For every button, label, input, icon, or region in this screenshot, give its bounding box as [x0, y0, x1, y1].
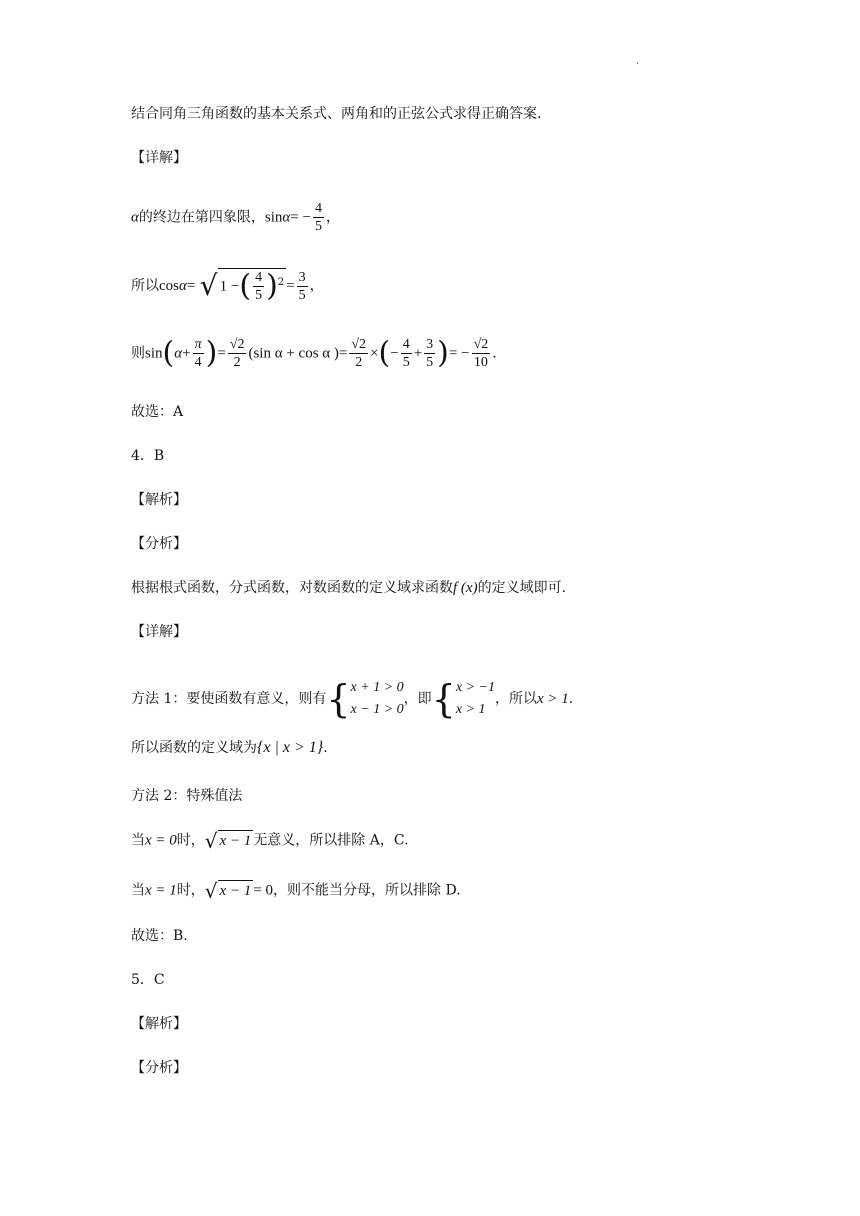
row: x + 1 > 0	[350, 680, 404, 695]
system-2: { x > −1 x > 1	[431, 677, 495, 721]
text-fragment: 方法 1：要使函数有意义，则有	[131, 691, 327, 707]
text-line-10	[131, 578, 566, 598]
x-value: x = 0	[145, 832, 177, 849]
question-number: 5．C	[131, 972, 165, 988]
x-value: x = 1	[145, 882, 177, 899]
answer-line: 故选：B.	[131, 928, 188, 944]
alpha-symbol: α	[131, 209, 139, 226]
numerator: 3	[298, 269, 306, 285]
numerator: √2	[351, 337, 367, 352]
eq: =	[186, 278, 196, 294]
radicand: x − 1	[218, 830, 254, 851]
text-fragment: 所以	[131, 278, 159, 294]
text-fragment: ，所以	[494, 691, 537, 707]
neg: −	[390, 345, 399, 362]
fx: f (x)	[453, 580, 478, 596]
alpha-symbol: α	[179, 278, 187, 294]
one-minus: 1 −	[219, 278, 240, 295]
denominator: 5	[298, 287, 306, 303]
numerator: 4	[314, 201, 322, 216]
text-line-3	[131, 200, 340, 235]
denominator: 5	[426, 355, 434, 370]
text-fragment: .	[568, 691, 574, 707]
denominator: 10	[473, 355, 488, 370]
text-line-1: 结合同角三角函数的基本关系式、两角和的正弦公式求得正确答案.	[131, 106, 542, 122]
numerator: 4	[402, 337, 410, 352]
fraction	[313, 200, 324, 235]
eq: = 0	[253, 882, 274, 899]
text-line-4	[131, 268, 324, 304]
text-fragment: 当	[131, 832, 145, 849]
text-fragment: 时，	[176, 882, 205, 899]
answer-line: 故选：A	[131, 404, 184, 420]
text-fragment: 则	[131, 345, 145, 362]
text-fragment: 无意义，所以排除 A，C.	[253, 832, 409, 849]
result: x > 1	[536, 691, 569, 707]
text-fragment: .	[492, 345, 497, 362]
row: x − 1 > 0	[350, 702, 404, 717]
heading-breakdown: 【分析】	[131, 1060, 187, 1076]
heading-analysis: 【解析】	[131, 1016, 187, 1032]
text-fragment: 的终边在第四象限，	[138, 209, 265, 226]
text-fragment: ，即	[403, 691, 432, 707]
heading-analysis: 【解析】	[131, 492, 187, 508]
numerator: π	[194, 337, 202, 352]
sin-fn: sin	[145, 345, 163, 362]
plus: +	[413, 345, 423, 362]
denominator: 5	[402, 355, 410, 370]
alpha-symbol: α	[282, 209, 291, 226]
text-line-13	[131, 738, 328, 758]
text-fragment: 根据根式函数，分式函数，对数函数的定义域求函数	[131, 580, 453, 596]
text-line-12	[131, 677, 573, 721]
text-fragment: ，	[309, 278, 324, 294]
text-line-16: 当x = 1时，√ x − 1 = 0，则不能当分母，所以排除 D.	[131, 878, 461, 903]
text-fragment: .	[323, 740, 328, 756]
sum-expr: (sin α + cos α )=	[248, 345, 348, 362]
system-1: { x + 1 > 0 x − 1 > 0	[326, 677, 404, 721]
eq: =	[217, 345, 226, 362]
text-fragment: 时，	[176, 832, 205, 849]
times: ×	[370, 345, 379, 362]
question-number: 4．B	[131, 448, 165, 464]
heading-breakdown: 【分析】	[131, 536, 187, 552]
sqrt-expr: √ 1 −( $\frac{4}{5}$ )$^2$	[199, 268, 285, 304]
text-line-15: 当x = 0时，√ x − 1 无意义，所以排除 A，C.	[131, 828, 409, 853]
eq: = −	[290, 209, 311, 226]
alpha-symbol: α	[174, 345, 183, 362]
row: x > −1	[455, 680, 495, 695]
eq: =	[286, 278, 295, 294]
denominator: 2	[233, 355, 241, 370]
numerator: 3	[426, 337, 434, 352]
numerator: √2	[473, 337, 489, 352]
numerator: 4	[255, 270, 263, 285]
radicand: x − 1	[218, 880, 254, 901]
denominator: 5	[255, 288, 263, 303]
cos-fn: cos	[159, 278, 179, 294]
corner-mark: .	[636, 56, 640, 67]
text-fragment: 当	[131, 882, 145, 899]
text-fragment: ，	[325, 209, 340, 226]
numerator: √2	[229, 337, 245, 352]
plus: +	[182, 345, 191, 362]
sin-fn: sin	[264, 209, 283, 226]
text-fragment: 的定义域即可.	[477, 580, 567, 596]
eq: = −	[448, 345, 470, 362]
denominator: 2	[355, 355, 363, 370]
text-line-5: 则sin(α+ $\frac{\pi}{4}$ )= $\frac{√2}{2}$ (sin α + cos α )= $\frac{√2}{2}$ ×(− $\frac{4}{5}$ + $\frac{3}{5}$ )= − $\frac{√2}{10}$ .	[131, 335, 497, 371]
heading-detail: 【详解】	[131, 624, 187, 640]
row: x > 1	[455, 702, 486, 717]
text-fragment: ，则不能当分母，所以排除 D.	[273, 882, 461, 899]
denominator: 5	[314, 219, 322, 234]
exponent: 2	[277, 276, 285, 288]
denominator: 4	[194, 355, 202, 370]
text-fragment: 所以函数的定义域为	[131, 740, 257, 756]
domain-set: {x | x > 1}	[257, 739, 324, 756]
text-line-14: 方法 2：特殊值法	[131, 788, 243, 804]
heading-detail: 【详解】	[131, 150, 187, 166]
